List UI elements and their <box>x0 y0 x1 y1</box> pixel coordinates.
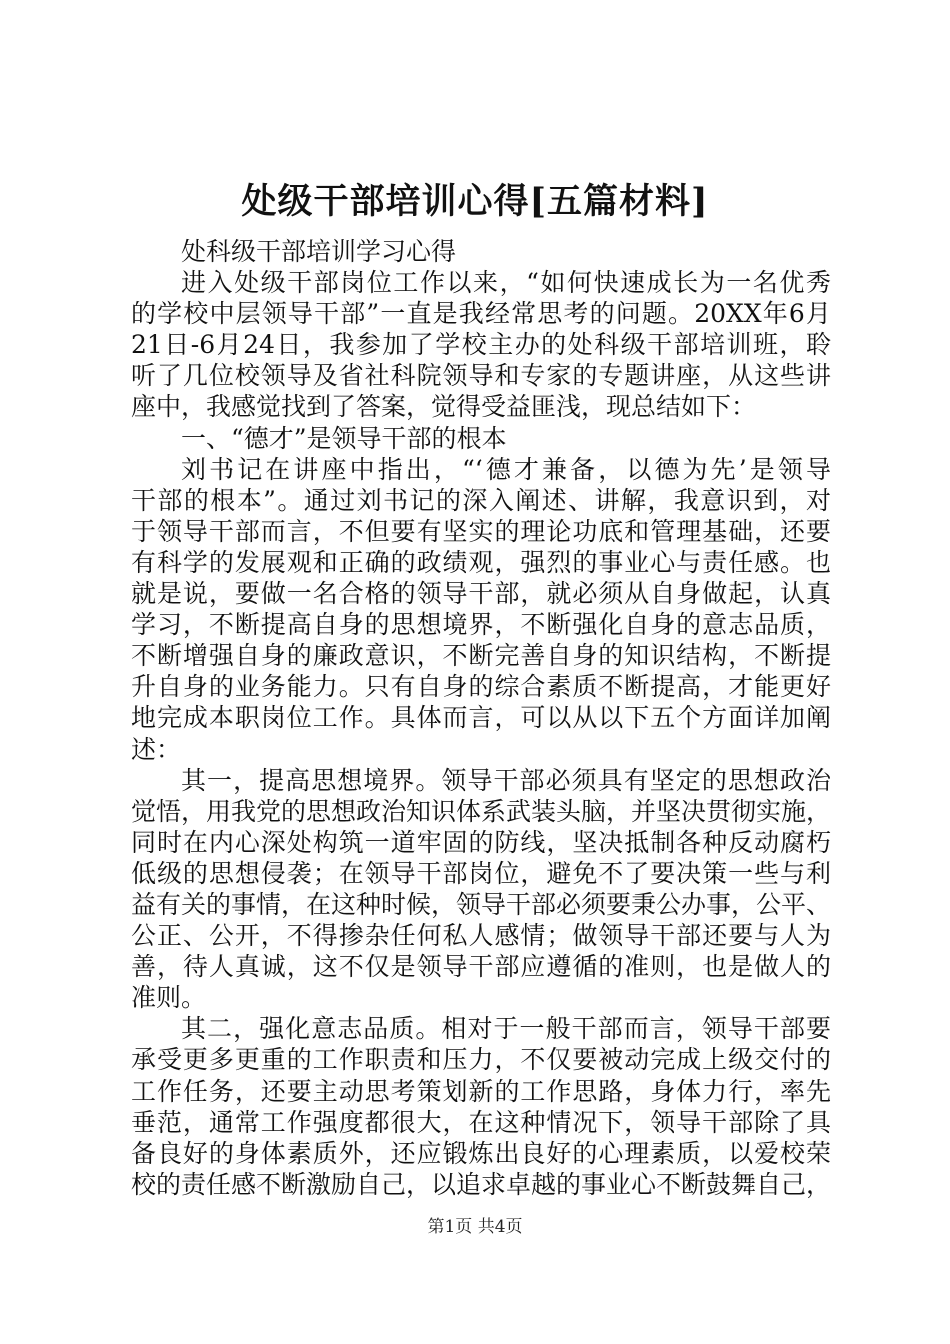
text-line: 学习，不断提高自身的思想境界，不断强化自身的意志品质， <box>131 610 831 640</box>
text-line: 其二，强化意志品质。相对于一般干部而言，领导干部要 <box>181 1014 831 1044</box>
text-line: 承受更多更重的工作职责和压力，不仅要被动完成上级交付的 <box>131 1045 831 1075</box>
text-line: 处科级干部培训学习心得 <box>181 237 457 266</box>
text-line: 同时在内心深处构筑一道牢固的防线，坚决抵制各种反动腐朽 <box>131 827 831 857</box>
text-line: 述： <box>131 734 182 764</box>
text-line: 21日-6月24日，我参加了学校主办的处科级干部培训班，聆 <box>131 330 831 360</box>
text-line: 进入处级干部岗位工作以来，“如何快速成长为一名优秀 <box>181 268 831 298</box>
text-line: 就是说，要做一名合格的领导干部，就必须从自身做起，认真 <box>131 579 831 609</box>
text-line: 一、“德才”是领导干部的根本 <box>181 423 507 453</box>
text-line: 座中，我感觉找到了答案，觉得受益匪浅，现总结如下： <box>131 392 757 422</box>
text-line: 益有关的事情，在这种时候，领导干部必须要秉公办事，公平、 <box>131 889 831 919</box>
text-line: 升自身的业务能力。只有自身的综合素质不断提高，才能更好 <box>131 672 831 702</box>
text-line: 校的责任感不断激励自己，以追求卓越的事业心不断鼓舞自己， <box>131 1169 831 1199</box>
text-line: 工作任务，还要主动思考策划新的工作思路，身体力行，率先 <box>131 1076 831 1106</box>
document-body <box>131 236 831 1200</box>
text-line: 不断增强自身的廉政意识，不断完善自身的知识结构，不断提 <box>131 641 831 671</box>
text-line: 公正、公开，不得掺杂任何私人感情；做领导干部还要与人为 <box>131 921 831 951</box>
text-line: 于领导干部而言，不但要有坚实的理论功底和管理基础，还要 <box>131 516 831 546</box>
text-line: 觉悟，用我党的思想政治知识体系武装头脑，并坚决贯彻实施， <box>131 796 831 826</box>
text-line: 备良好的身体素质外，还应锻炼出良好的心理素质，以爱校荣 <box>131 1138 831 1168</box>
text-line: 其一，提高思想境界。领导干部必须具有坚定的思想政治 <box>181 765 831 795</box>
text-line: 干部的根本”。通过刘书记的深入阐述、讲解，我意识到，对 <box>131 485 831 515</box>
text-line: 听了几位校领导及省社科院领导和专家的专题讲座，从这些讲 <box>131 361 831 391</box>
text-line: 刘书记在讲座中指出，“‘德才兼备，以德为先’是领导 <box>181 454 831 484</box>
text-line: 有科学的发展观和正确的政绩观，强烈的事业心与责任感。也 <box>131 547 831 577</box>
text-line: 的学校中层领导干部”一直是我经常思考的问题。20XX年6月 <box>131 299 831 329</box>
text-line: 垂范，通常工作强度都很大，在这种情况下，领导干部除了具 <box>131 1107 831 1137</box>
document-title: 处级干部培训心得[五篇材料] <box>241 181 709 222</box>
text-line: 善，待人真诚，这不仅是领导干部应遵循的准则，也是做人的 <box>131 952 831 982</box>
text-line: 低级的思想侵袭；在领导干部岗位，避免不了要决策一些与利 <box>131 858 831 888</box>
text-line: 地完成本职岗位工作。具体而言，可以从以下五个方面详加阐 <box>131 703 831 733</box>
page-footer: 第1页 共4页 <box>427 1217 523 1237</box>
text-line: 准则。 <box>131 983 207 1013</box>
